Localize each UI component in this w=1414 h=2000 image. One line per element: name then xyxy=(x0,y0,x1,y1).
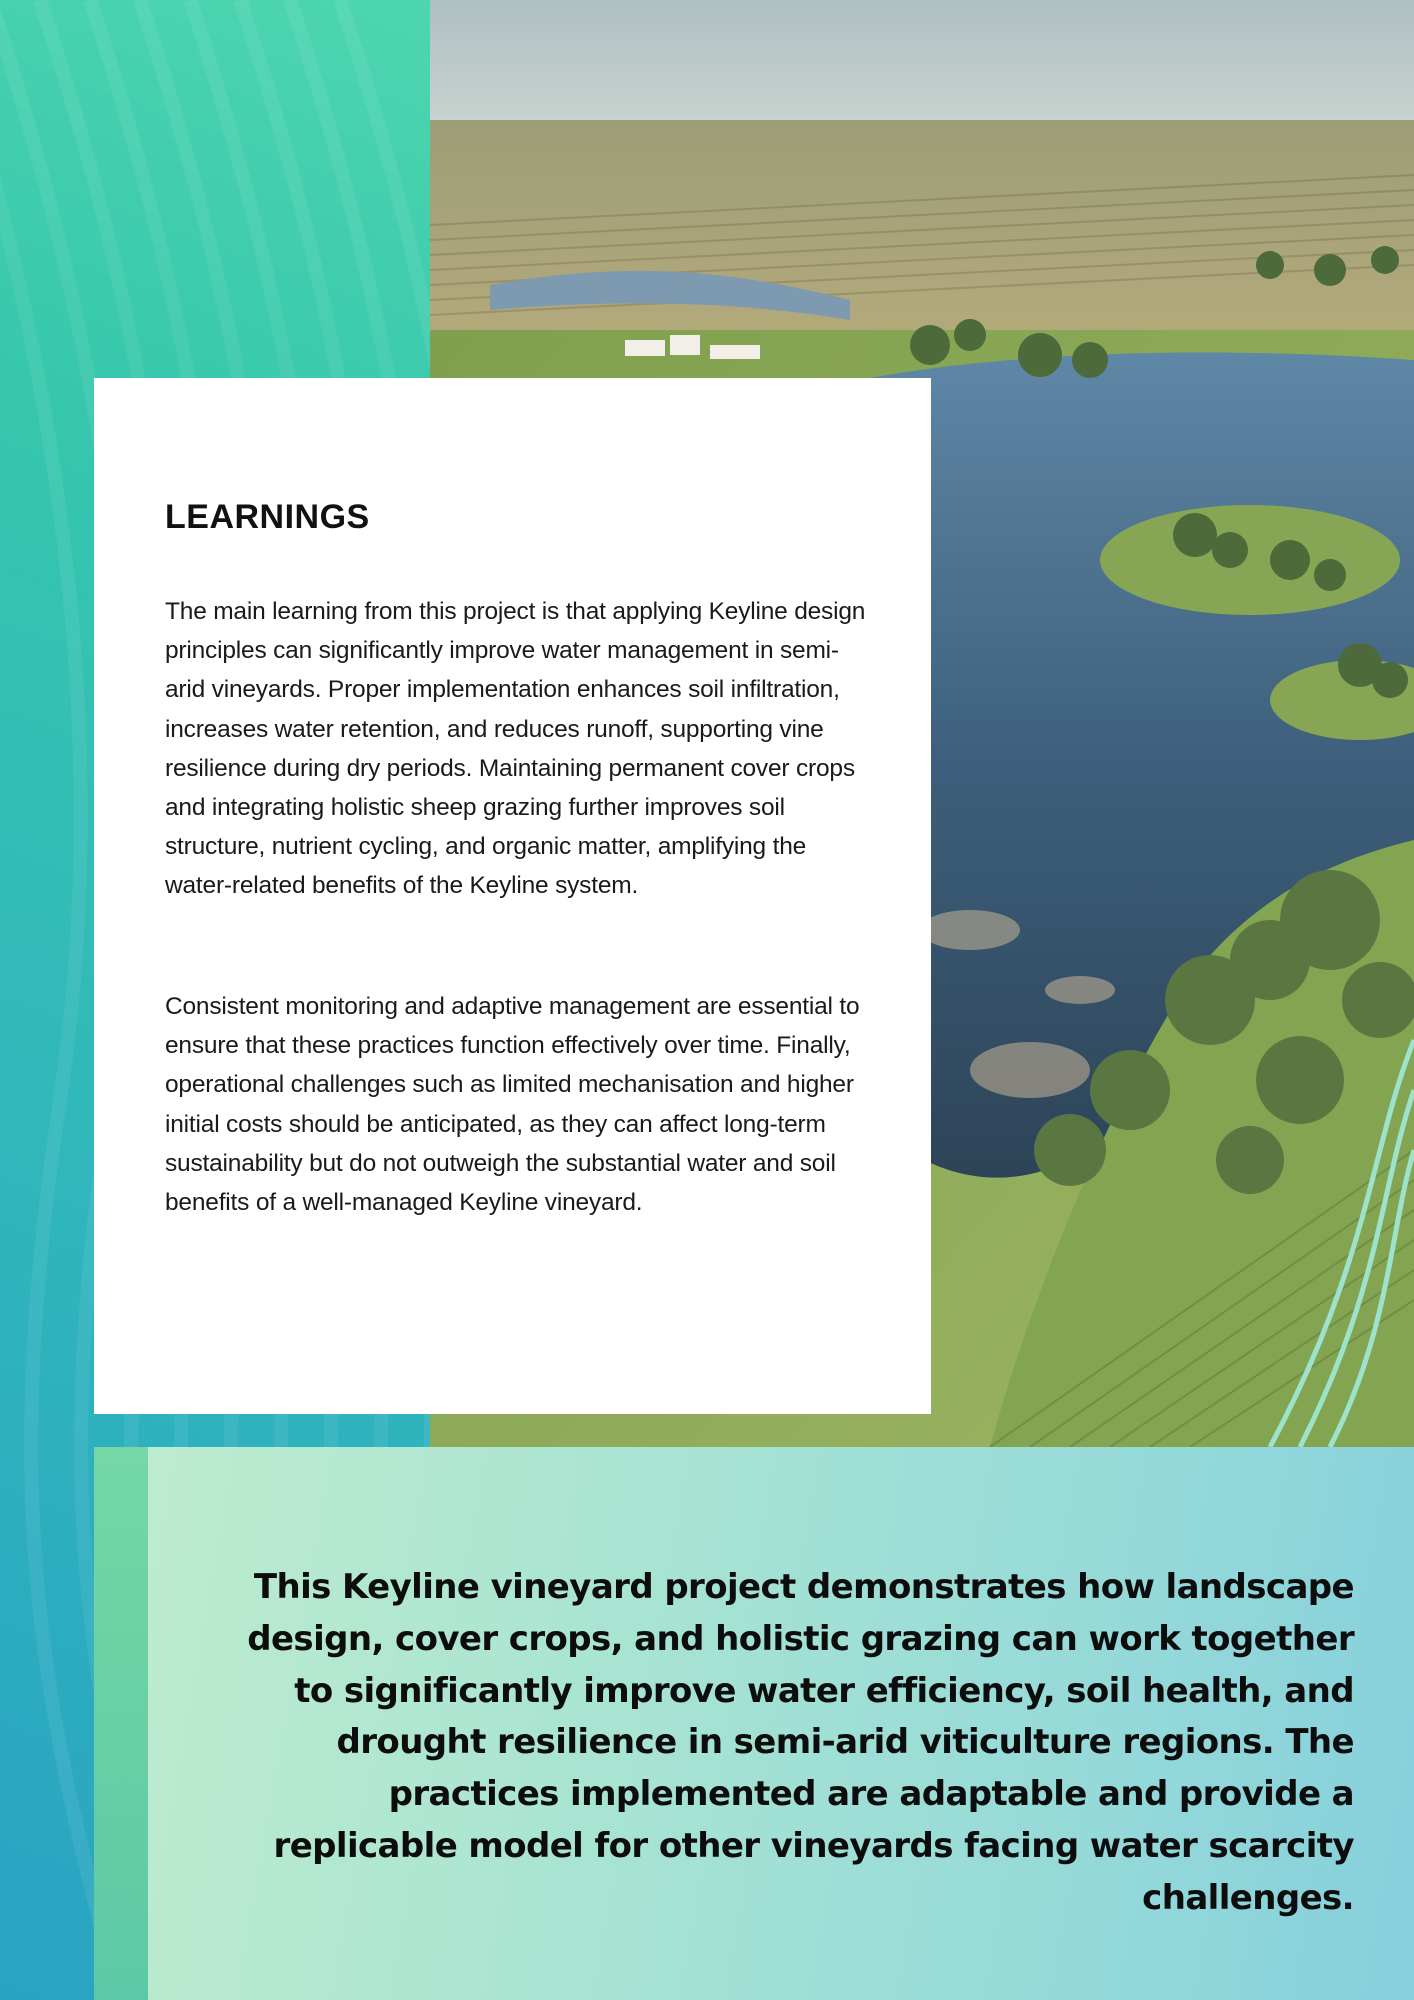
conclusion-accent-stripe xyxy=(94,1447,148,2000)
learnings-card xyxy=(94,378,931,1414)
learnings-paragraph-1: The main learning from this project is that applying Keyline design principles can significantly improve water management in semi-arid vineyards. Proper implementation enhances soil infiltration, increases water retention, and reduces runoff, supporting vine resilience during dry periods. Maintaining permanent cover crops and integrating holistic sheep grazing further improves soil structure, nutrient cycling, and organic matter, amplifying the water-related benefits of the Keyline system. xyxy=(165,598,866,900)
learnings-heading: LEARNINGS xyxy=(165,498,370,536)
learnings-paragraph-2: Consistent monitoring and adaptive management are essential to ensure that these practices function effectively over time. Finally, operational challenges such as limited mechanisation and higher initial costs should be anticipated, as they can affect long-term sustainability but do not outweigh the substantial water and soil benefits of a well-managed Keyline vineyard. xyxy=(165,993,860,1217)
conclusion-statement: This Keyline vineyard project demonstrates how landscape design, cover crops, and holistic grazing can work together to significantly improve water efficiency, soil health, and drought resilience in semi-arid viticulture regions. The practices implemented are adaptable and provide a replicable model for other vineyards facing water scarcity challenges. xyxy=(247,1567,1354,1918)
